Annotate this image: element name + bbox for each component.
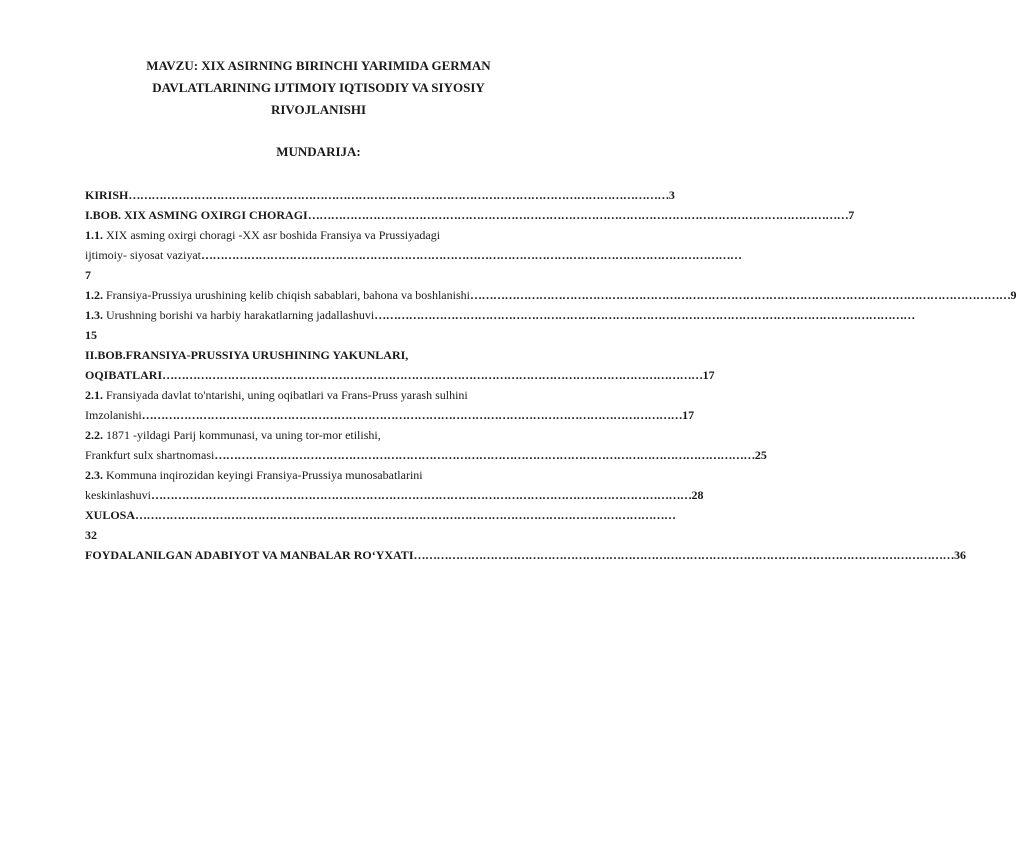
toc-entry-1-1-line-1 [85, 225, 552, 245]
toc-entry-2-1-line-2 [85, 405, 695, 425]
toc-label: OQIBATLARI [85, 368, 163, 382]
toc-label: Fransiyada davlat to'ntarishi, uning oqibatlari va Frans-Pruss yarash sulhini [106, 388, 468, 402]
toc-entry-bob1 [85, 205, 855, 225]
toc-label: Urushning borishi va harbiy harakatlarning jadallashuvi [106, 308, 375, 322]
toc-label: keskinlashuvi [85, 488, 151, 502]
toc-page-number: 25 [754, 448, 767, 462]
toc-entry-foydalanilgan [85, 545, 966, 565]
toc-section-number: 2.3. [85, 468, 103, 482]
toc-leader: …………………………………………………………………………………………………………………………… [374, 308, 915, 322]
title-line-1: MAVZU: XIX ASIRNING BIRINCHI YARIMIDA GERMAN [146, 58, 491, 73]
toc-page-number: 15 [85, 328, 97, 342]
title-line-2: DAVLATLARINING IJTIMOIY IQTISODIY VA SIYOSIY [152, 80, 485, 95]
toc-section-number: 1.2. [85, 288, 103, 302]
toc-entry-kirish [85, 185, 675, 205]
toc-leader: …………………………………………………………………………………………………………………………… [413, 548, 954, 562]
toc-label: XULOSA [85, 508, 136, 522]
toc-leader: …………………………………………………………………………………………………………………………… [469, 288, 1011, 302]
toc-leader: …………………………………………………………………………………………………………………………… [162, 368, 703, 382]
toc-entry-2-1-line-1 [85, 385, 552, 405]
toc-entry-xulosa [85, 505, 676, 525]
toc-page-number: 3 [668, 188, 675, 202]
toc-leader: …………………………………………………………………………………………………………………………… [307, 208, 849, 222]
toc-leader: …………………………………………………………………………………………………………………………… [151, 488, 692, 502]
toc-label: Frankfurt sulx shartnomasi [85, 448, 215, 462]
toc-label: FOYDALANILGAN ADABIYOT VA MANBALAR RO‘YXATI [85, 548, 414, 562]
toc-entry-1-3 [85, 305, 915, 325]
toc-section-number: 1.3. [85, 308, 103, 322]
toc-label: Fransiya-Prussiya urushining kelib chiqish sabablari, bahona va boshlanishi [106, 288, 470, 302]
toc-section-number: 1.1. [85, 228, 103, 242]
toc-page-number: 7 [848, 208, 855, 222]
toc-entry-2-3-line-1 [85, 465, 552, 485]
toc-leader: …………………………………………………………………………………………………………………………… [141, 408, 683, 422]
toc-page-number: 32 [85, 528, 97, 542]
toc-label: 1871 -yildagi Parij kommunasi, va uning tor-mor etilishi, [106, 428, 381, 442]
toc-entry-2-2-line-2 [85, 445, 767, 465]
toc-leader: …………………………………………………………………………………………………………………………… [214, 448, 755, 462]
toc-entry-2-2-line-1 [85, 425, 552, 445]
toc-label: Imzolanishi [85, 408, 142, 422]
table-of-contents [85, 185, 1016, 565]
toc-label: XIX asming oxirgi choragi -XX asr boshida Fransiya va Prussiyadagi [106, 228, 441, 242]
toc-entry-bob2-line-1: II.BOB.FRANSIYA-PRUSSIYA URUSHINING YAKUNLARI, [85, 348, 409, 362]
toc-page-number: 17 [682, 408, 695, 422]
toc-heading: MUNDARIJA: [276, 144, 361, 159]
toc-entry-1-2 [85, 285, 1016, 305]
toc-leader: …………………………………………………………………………………………………………………………… [128, 188, 669, 202]
document-page [85, 55, 1016, 565]
toc-entry-1-1-line-2 [85, 245, 742, 265]
toc-leader: …………………………………………………………………………………………………………………………… [135, 508, 676, 522]
toc-section-number: 2.1. [85, 388, 103, 402]
toc-leader: …………………………………………………………………………………………………………………………… [200, 248, 742, 262]
toc-label: I.BOB. XIX ASMING OXIRGI CHORAGI [85, 208, 308, 222]
toc-section-number: 2.2. [85, 428, 103, 442]
toc-page-number: 28 [691, 488, 704, 502]
toc-entry-2-3-line-2 [85, 485, 704, 505]
toc-page-number: 7 [85, 268, 91, 282]
toc-label: ijtimoiy- siyosat vaziyat [85, 248, 201, 262]
toc-page-number: 17 [702, 368, 715, 382]
toc-label: KIRISH [85, 188, 129, 202]
toc-page-number: 9 [1010, 288, 1016, 302]
title-line-3: RIVOJLANISHI [270, 102, 367, 117]
toc-page-number: 36 [953, 548, 966, 562]
toc-entry-bob2-line-2 [85, 365, 715, 385]
toc-label: Kommuna inqirozidan keyingi Fransiya-Prussiya munosabatlarini [106, 468, 423, 482]
